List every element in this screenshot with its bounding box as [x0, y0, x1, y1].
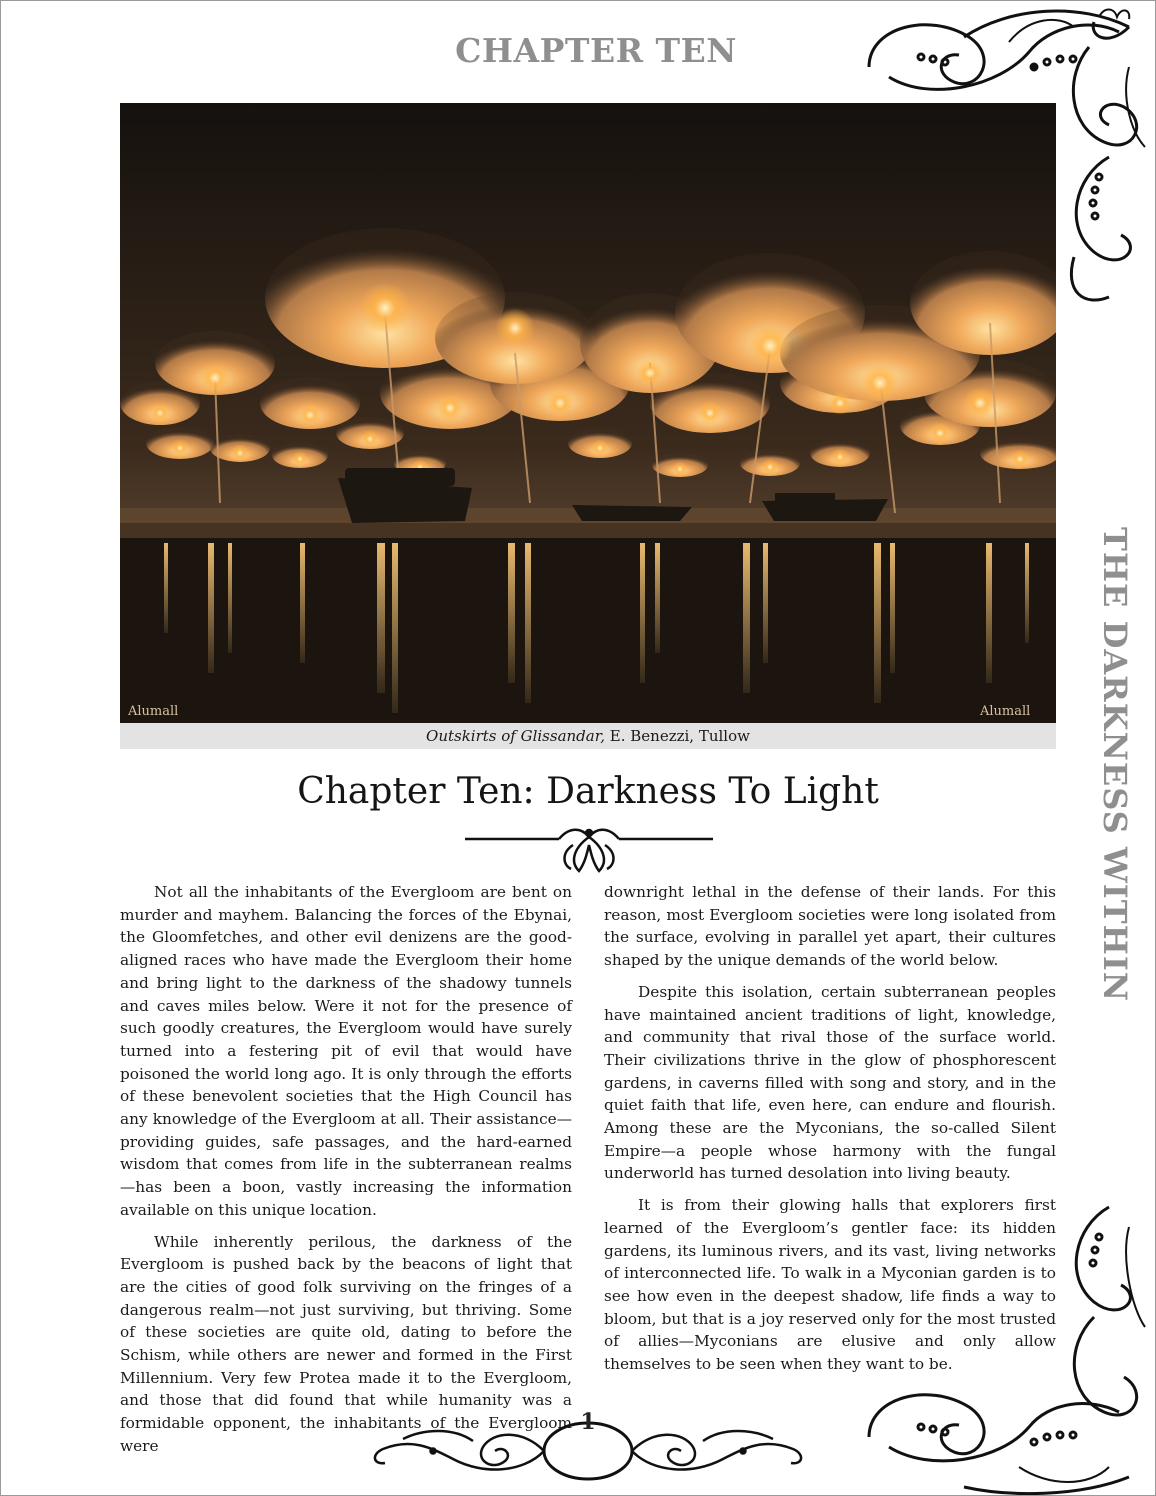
- caption-credit: E. Benezzi, Tullow: [605, 727, 750, 745]
- caption-title: Outskirts of Glissandar,: [426, 727, 606, 745]
- chapter-illustration: [120, 103, 1056, 723]
- side-book-title: THE DARKNESS WITHIN: [1096, 527, 1134, 1003]
- paragraph: While inherently perilous, the darkness of the Evergloom is pushed back by the beacons of light that are the cities of good folk surviving on the fringes of a dangerous realm—not just surviving, but thriving. Some of these societies are quite old, dating to before the Schism, while others are newer and formed in the First Millennium. Very few Protea made it to the Evergloom, and those that did found that while humanity was a formidable opponent, the inhabitants of the Evergloom were: [120, 1232, 572, 1455]
- svg-text:Alumall: Alumall: [980, 704, 1031, 719]
- paragraph: Despite this isolation, certain subterranean peoples have maintained ancient traditions of light, knowledge, and community that rival those of the surface world. Their civilizations thrive in the glow of phosphorescent gardens, in caverns filled with song and story, and in the quiet faith that life, even here, can endure and flourish. Among these are the Myconians, the so-called Silent Empire—a people whose harmony with the fungal underworld has turned desolation into living beauty.: [604, 982, 1056, 1183]
- title-divider-ornament: [463, 823, 715, 881]
- chapter-title: Chapter Ten: Darkness To Light: [297, 771, 879, 812]
- paragraph: It is from their glowing halls that explorers first learned of the Evergloom’s gentler face: its hidden gardens, its luminous rivers, and its vast, living networks of interconnected life. To walk in a Myconian garden is to see how even in the deepest shadow, life finds a way to bloom, but that is a joy reserved only for the most trusted of allies—Myconians are elusive and only allow themselves to be seen when they want to be.: [604, 1196, 1056, 1374]
- image-caption: [120, 723, 1056, 749]
- running-head: CHAPTER TEN: [455, 31, 737, 70]
- svg-text:Alumall: Alumall: [128, 704, 179, 719]
- page-number: 1: [580, 1409, 596, 1435]
- paragraph: downright lethal in the defense of their lands. For this reason, most Evergloom societies were long isolated from the surface, evolving in parallel yet apart, their cultures shaped by the unique demands of the world below.: [604, 883, 1056, 970]
- corner-flourish-bottom: [859, 1197, 1149, 1496]
- body-column-left: [120, 881, 572, 1467]
- paragraph: Not all the inhabitants of the Evergloom are bent on murder and mayhem. Balancing the forces of the Ebynai, the Gloomfetches, and other evil denizens are the good-aligned races who have made the Evergloom their home and bring light to the darkness of the shadowy tunnels and caves miles below. Were it not for the presence of such goodly creatures, the Evergloom would have surely turned into a festering pit of evil that would have poisoned the world long ago. It is only through the efforts of these benevolent societies that the High Council has any knowledge of the Evergloom at all. Their assistance—providing guides, safe passages, and the hard-earned wisdom that comes from life in the subterranean realms—has been a boon, vastly increasing the information available on this unique location.: [120, 883, 572, 1219]
